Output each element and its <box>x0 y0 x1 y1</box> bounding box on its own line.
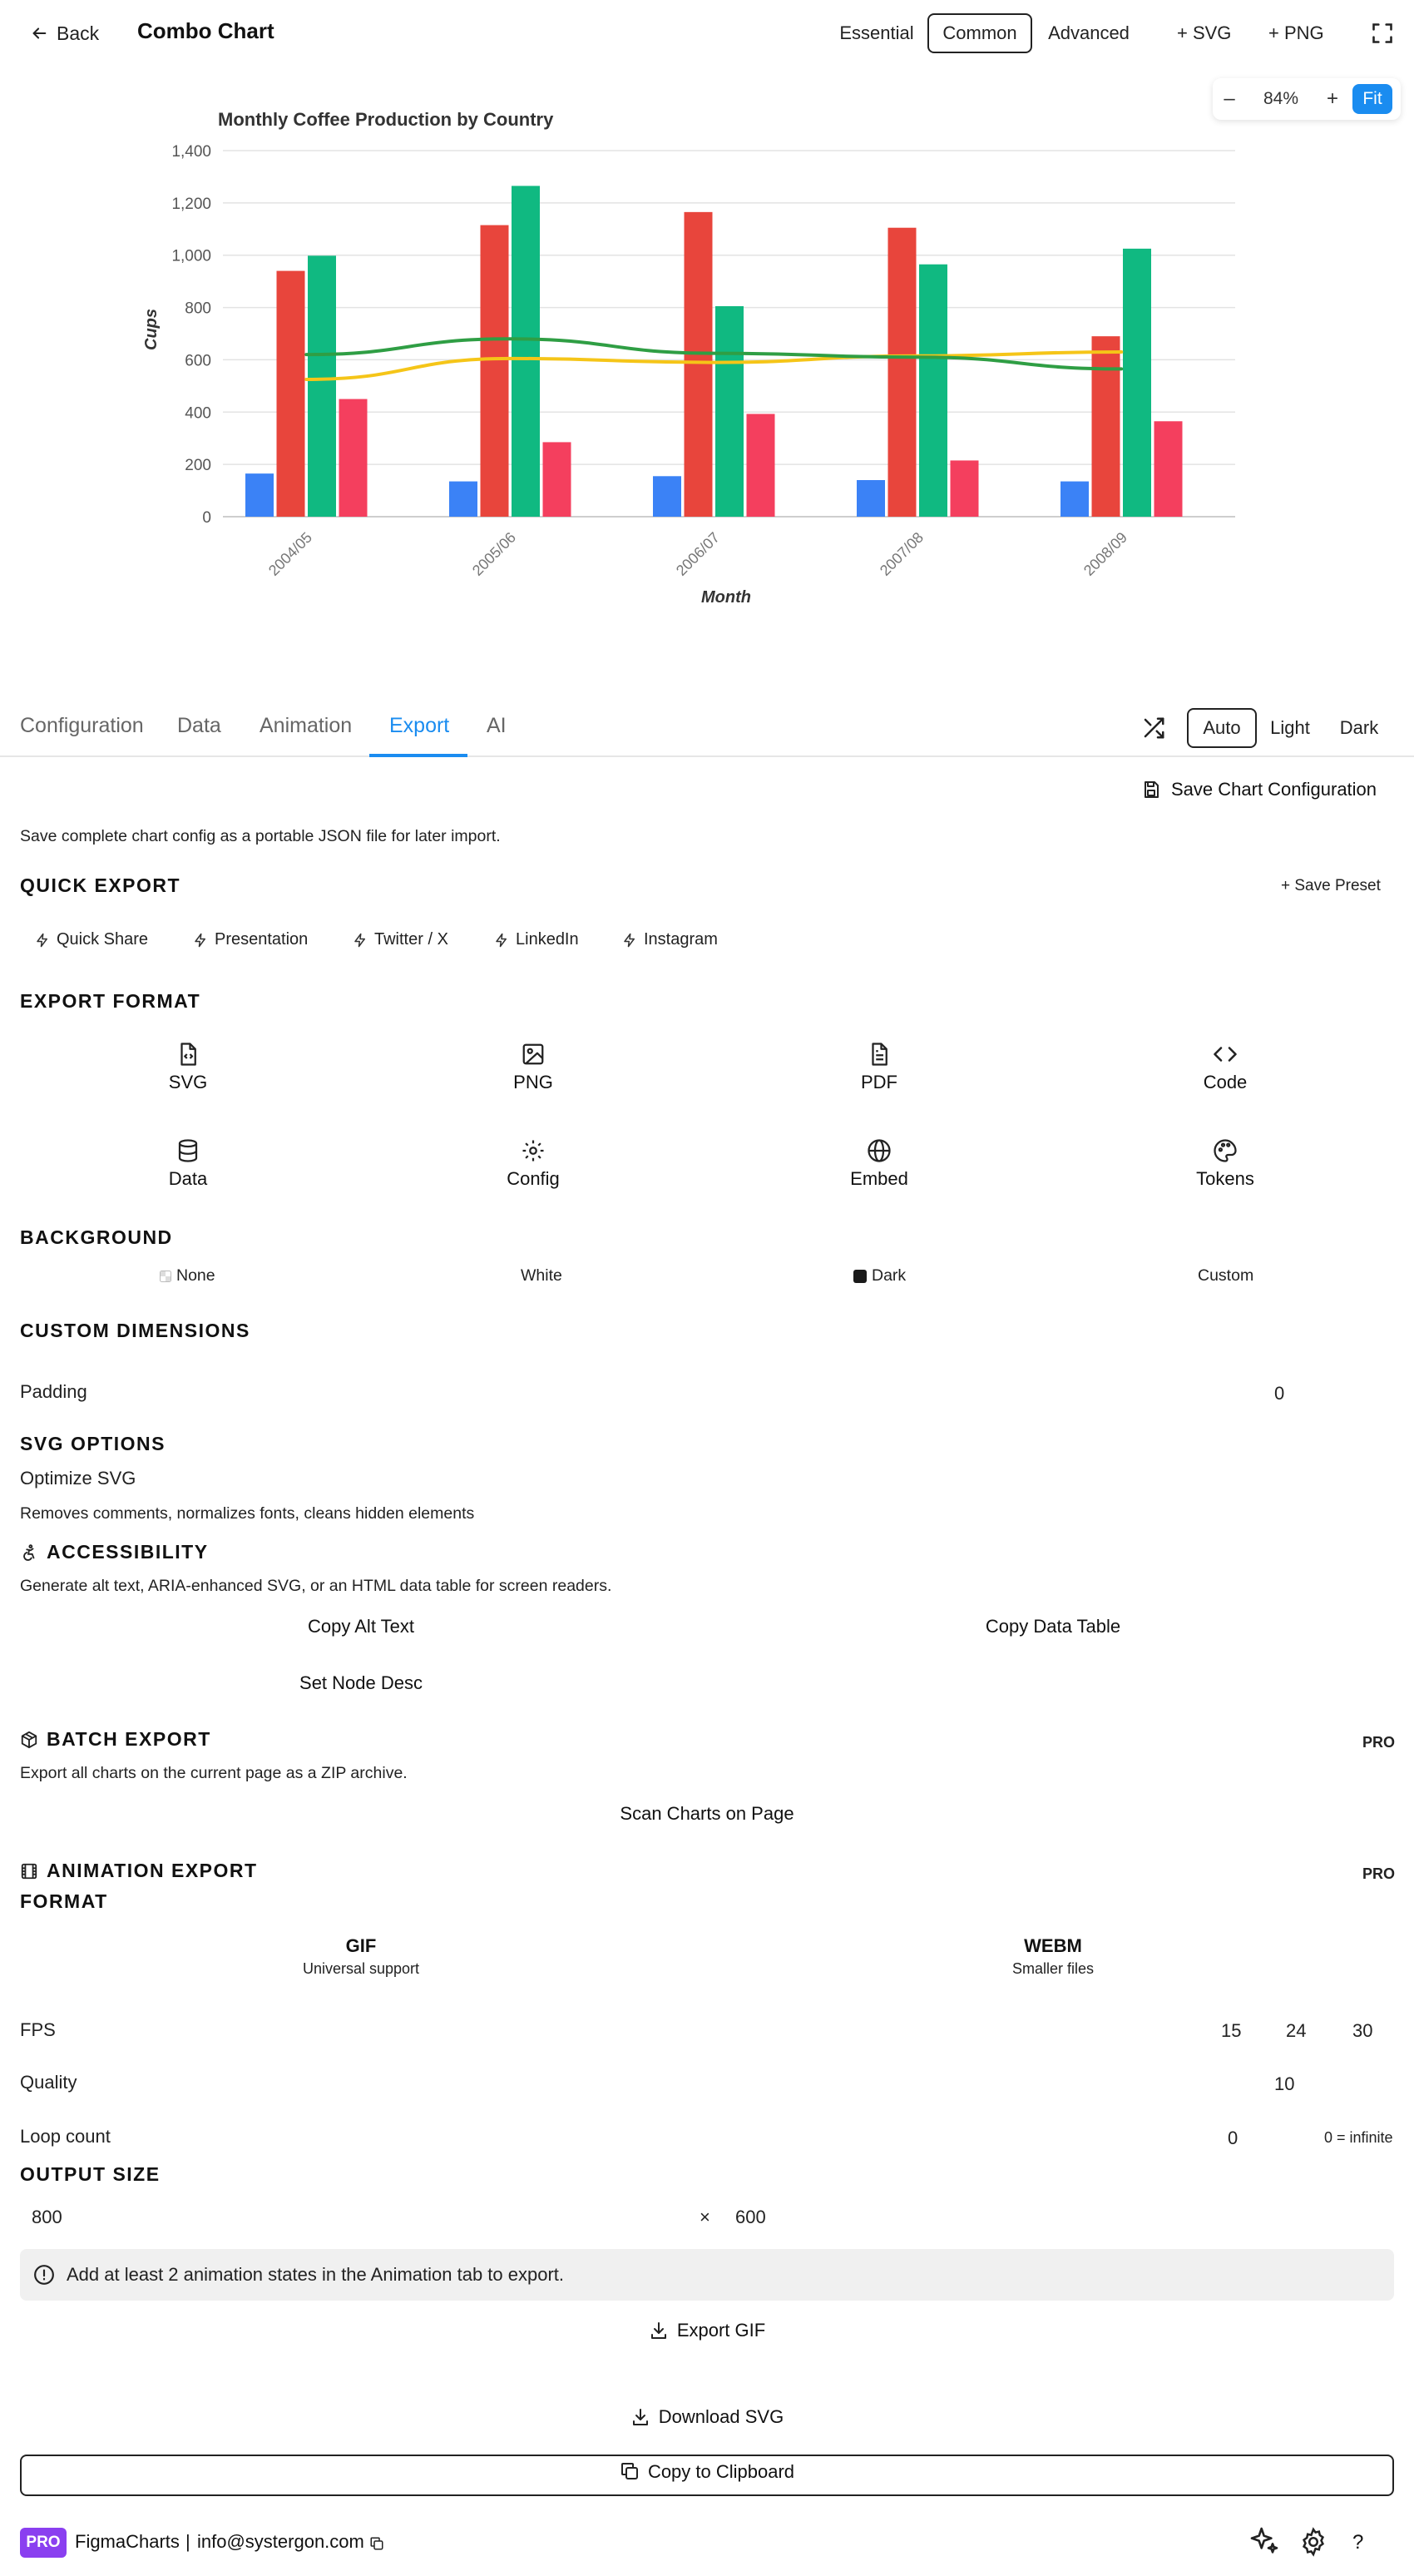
format-label: PNG <box>513 1072 553 1092</box>
save-preset-button[interactable]: + Save Preset <box>1281 877 1381 894</box>
svg-options-title: SVG OPTIONS <box>20 1433 166 1454</box>
download-icon <box>649 2321 669 2341</box>
batch-export-description: Export all charts on the current page as a ZIP archive. <box>20 1764 408 1782</box>
theme-auto-button[interactable]: Auto <box>1187 708 1257 748</box>
palette-icon <box>1213 1138 1238 1163</box>
background-label: Dark <box>872 1266 907 1285</box>
y-tick-label: 1,000 <box>171 247 211 265</box>
background-title: BACKGROUND <box>20 1226 173 1248</box>
format-tokens-button[interactable] <box>1142 1138 1308 1190</box>
format-svg-button[interactable] <box>105 1042 271 1093</box>
bar <box>308 255 336 517</box>
tab-configuration[interactable]: Configuration <box>20 714 144 737</box>
save-icon <box>1141 780 1161 800</box>
database-icon <box>176 1138 200 1163</box>
bar <box>1123 249 1151 517</box>
bar <box>449 482 477 517</box>
bar <box>715 306 744 517</box>
y-tick-label: 1,400 <box>171 143 211 161</box>
preset-presentation[interactable] <box>193 930 308 949</box>
film-icon <box>20 1862 38 1880</box>
mode-essential-button[interactable]: Essential <box>839 22 914 43</box>
loop-count-input[interactable]: 0 <box>1228 2128 1238 2148</box>
brand-name: FigmaCharts <box>75 2531 180 2552</box>
lightning-icon <box>35 933 50 948</box>
background-custom-option[interactable] <box>1198 1266 1253 1286</box>
format-label: Data <box>168 1168 208 1189</box>
background-none-option[interactable] <box>160 1266 215 1286</box>
format-label: Embed <box>850 1168 908 1189</box>
file-code-icon <box>176 1042 200 1067</box>
bar <box>747 414 775 517</box>
preset-instagram[interactable] <box>622 930 718 949</box>
format-label: Tokens <box>1196 1168 1254 1189</box>
tab-animation[interactable]: Animation <box>260 714 353 737</box>
dark-swatch-icon <box>853 1270 867 1283</box>
accessibility-header <box>20 1541 209 1563</box>
copy-to-clipboard-label: Copy to Clipboard <box>647 2461 795 2482</box>
bar <box>857 480 885 517</box>
y-tick-label: 800 <box>185 300 211 318</box>
background-label: White <box>521 1266 562 1285</box>
format-label: PDF <box>861 1072 897 1092</box>
optimize-svg-description: Removes comments, normalizes fonts, cleans hidden elements <box>20 1504 475 1523</box>
globe-icon <box>867 1138 892 1163</box>
page-title: Combo Chart <box>137 18 274 43</box>
bar <box>888 228 917 517</box>
bar <box>951 460 979 517</box>
bar <box>277 271 305 517</box>
set-node-desc-button[interactable]: Set Node Desc <box>299 1672 423 1693</box>
settings-icon[interactable] <box>1298 2526 1329 2558</box>
panel-tabs <box>0 706 1414 757</box>
code-icon <box>1213 1042 1238 1067</box>
padding-input[interactable]: 0 <box>1274 1383 1285 1404</box>
help-button[interactable]: ? <box>1352 2531 1364 2554</box>
batch-export-header <box>20 1728 211 1751</box>
lightning-icon <box>494 933 509 948</box>
save-config-button[interactable] <box>1141 779 1377 800</box>
chart-title: Monthly Coffee Production by Country <box>218 109 554 130</box>
background-white-option[interactable] <box>521 1266 562 1286</box>
sparkles-icon[interactable] <box>1248 2524 1281 2558</box>
add-svg-button[interactable]: + SVG <box>1177 22 1232 43</box>
active-tab-indicator <box>369 754 467 757</box>
x-tick-label: 2007/08 <box>876 528 927 579</box>
quality-input[interactable]: 10 <box>1274 2073 1295 2094</box>
download-svg-label: Download SVG <box>658 2406 784 2427</box>
zoom-level: 84% <box>1263 89 1299 108</box>
format-label: SVG <box>168 1072 208 1092</box>
format-label: Config <box>507 1168 560 1189</box>
x-tick-label: 2005/06 <box>468 528 520 579</box>
top-bar <box>0 0 1414 67</box>
bar <box>685 212 713 517</box>
y-tick-label: 0 <box>202 509 211 527</box>
y-tick-label: 400 <box>185 404 211 423</box>
footer-separator: | <box>185 2531 190 2552</box>
footer <box>0 2523 1414 2573</box>
bar <box>1060 482 1089 517</box>
quality-label: Quality <box>20 2072 77 2093</box>
x-axis-label: Month <box>701 588 751 607</box>
bar <box>1092 336 1120 517</box>
y-tick-label: 200 <box>185 457 211 475</box>
bar <box>543 442 571 517</box>
copy-alt-text-button[interactable]: Copy Alt Text <box>308 1616 414 1637</box>
fps-label: FPS <box>20 2019 56 2040</box>
copy-data-table-button[interactable]: Copy Data Table <box>985 1616 1121 1637</box>
y-axis-label: Cups <box>142 309 161 350</box>
animation-pro-badge: PRO <box>1362 1865 1396 1882</box>
padding-label: Padding <box>20 1381 87 1402</box>
bar <box>1154 421 1183 517</box>
preset-label: Instagram <box>644 930 718 949</box>
file-text-icon <box>867 1042 892 1067</box>
format-data-button[interactable] <box>105 1138 271 1190</box>
pro-badge: PRO <box>20 2528 67 2558</box>
bar <box>512 186 540 517</box>
export-gif-label: Export GIF <box>676 2320 766 2341</box>
info-icon <box>33 2264 55 2286</box>
preset-label: Twitter / X <box>374 930 448 949</box>
animation-format-title: FORMAT <box>20 1890 108 1912</box>
fps-option-15[interactable]: 15 <box>1221 2020 1242 2041</box>
x-tick-label: 2006/07 <box>672 528 724 579</box>
copy-email-icon[interactable] <box>369 2536 384 2551</box>
gif-label: GIF <box>345 1935 377 1956</box>
image-icon <box>521 1042 546 1067</box>
background-label: Custom <box>1198 1266 1254 1285</box>
bar <box>919 265 947 517</box>
preset-label: Quick Share <box>57 930 149 949</box>
download-icon <box>630 2407 650 2427</box>
copy-icon <box>620 2461 640 2481</box>
preset-label: LinkedIn <box>516 930 579 949</box>
output-width-input[interactable]: 800 <box>32 2207 62 2227</box>
x-tick-label: 2008/09 <box>1080 528 1131 579</box>
animation-export-title: ANIMATION EXPORT <box>47 1860 258 1881</box>
preset-twitter[interactable] <box>353 930 448 949</box>
y-tick-label: 1,200 <box>171 195 211 213</box>
output-size-times: × <box>700 2207 710 2227</box>
transparent-icon <box>160 1271 171 1282</box>
fullscreen-icon[interactable] <box>1371 22 1394 45</box>
animation-notice <box>20 2249 1394 2301</box>
fps-option-30[interactable]: 30 <box>1352 2020 1373 2041</box>
preset-quick-share[interactable] <box>35 930 148 949</box>
mode-common-button[interactable]: Common <box>927 13 1032 53</box>
preset-linkedin[interactable] <box>494 930 579 949</box>
gear-icon <box>521 1138 546 1163</box>
webm-format-option[interactable] <box>712 1935 1394 1978</box>
back-button[interactable] <box>30 17 99 50</box>
save-config-label: Save Chart Configuration <box>1171 779 1377 800</box>
quick-export-title: QUICK EXPORT <box>20 874 181 896</box>
gif-format-option[interactable] <box>20 1935 702 1978</box>
combo-chart <box>125 100 1248 632</box>
lightning-icon <box>193 933 208 948</box>
bar <box>653 476 681 517</box>
arrow-left-icon <box>30 24 48 42</box>
loop-count-label: Loop count <box>20 2126 111 2147</box>
tab-export[interactable]: Export <box>389 714 450 737</box>
format-config-button[interactable] <box>450 1138 616 1190</box>
add-png-button[interactable]: + PNG <box>1268 22 1324 43</box>
batch-export-title: BATCH EXPORT <box>47 1728 211 1750</box>
export-format-title: EXPORT FORMAT <box>20 990 201 1012</box>
background-dark-option[interactable] <box>853 1266 906 1286</box>
y-tick-label: 600 <box>185 352 211 370</box>
line-series <box>306 339 1121 379</box>
theme-dark-button[interactable]: Dark <box>1339 717 1379 738</box>
tab-data[interactable]: Data <box>177 714 221 737</box>
package-icon <box>20 1731 38 1749</box>
export-gif-button[interactable] <box>20 2313 1394 2348</box>
save-config-description: Save complete chart config as a portable JSON file for later import. <box>20 827 501 845</box>
copy-to-clipboard-button[interactable] <box>20 2455 1394 2496</box>
preset-label: Presentation <box>215 930 309 949</box>
loop-count-hint: 0 = infinite <box>1324 2129 1393 2146</box>
back-label: Back <box>57 22 100 44</box>
theme-light-button[interactable]: Light <box>1270 717 1310 738</box>
zoom-out-button[interactable]: – <box>1224 87 1235 110</box>
accessibility-description: Generate alt text, ARIA-enhanced SVG, or an HTML data table for screen readers. <box>20 1577 612 1595</box>
gif-description: Universal support <box>302 1960 420 1977</box>
accessibility-title: ACCESSIBILITY <box>47 1541 209 1563</box>
format-code-button[interactable] <box>1142 1042 1308 1093</box>
download-svg-button[interactable] <box>20 2400 1394 2435</box>
tab-ai[interactable]: AI <box>487 714 507 737</box>
webm-label: WEBM <box>1024 1935 1082 1956</box>
output-height-input[interactable]: 600 <box>735 2207 766 2227</box>
fps-option-24[interactable]: 24 <box>1286 2020 1307 2041</box>
contact-email[interactable]: info@systergon.com <box>197 2531 364 2552</box>
bar <box>481 225 509 517</box>
shuffle-icon[interactable] <box>1140 716 1168 741</box>
notice-text: Add at least 2 animation states in the Animation tab to export. <box>67 2264 565 2285</box>
bar <box>339 399 368 517</box>
batch-pro-badge: PRO <box>1362 1734 1396 1751</box>
format-png-button[interactable] <box>450 1042 616 1093</box>
background-label: None <box>176 1266 215 1285</box>
lightning-icon <box>622 933 637 948</box>
webm-description: Smaller files <box>1011 1960 1095 1977</box>
format-label: Code <box>1203 1072 1248 1092</box>
custom-dimensions-title: CUSTOM DIMENSIONS <box>20 1320 250 1341</box>
scan-charts-button[interactable]: Scan Charts on Page <box>620 1803 794 1824</box>
mode-advanced-button[interactable]: Advanced <box>1048 22 1130 43</box>
optimize-svg-label[interactable]: Optimize SVG <box>20 1468 136 1489</box>
animation-export-header <box>20 1860 258 1882</box>
x-tick-label: 2004/05 <box>265 528 316 579</box>
fit-button[interactable]: Fit <box>1352 84 1392 114</box>
lightning-icon <box>353 933 368 948</box>
series-line <box>306 352 1121 379</box>
bar <box>245 473 274 517</box>
format-pdf-button[interactable] <box>796 1042 962 1093</box>
zoom-in-button[interactable]: + <box>1326 87 1338 110</box>
accessibility-icon <box>20 1543 38 1562</box>
format-embed-button[interactable] <box>796 1138 962 1190</box>
output-size-title: OUTPUT SIZE <box>20 2163 161 2185</box>
